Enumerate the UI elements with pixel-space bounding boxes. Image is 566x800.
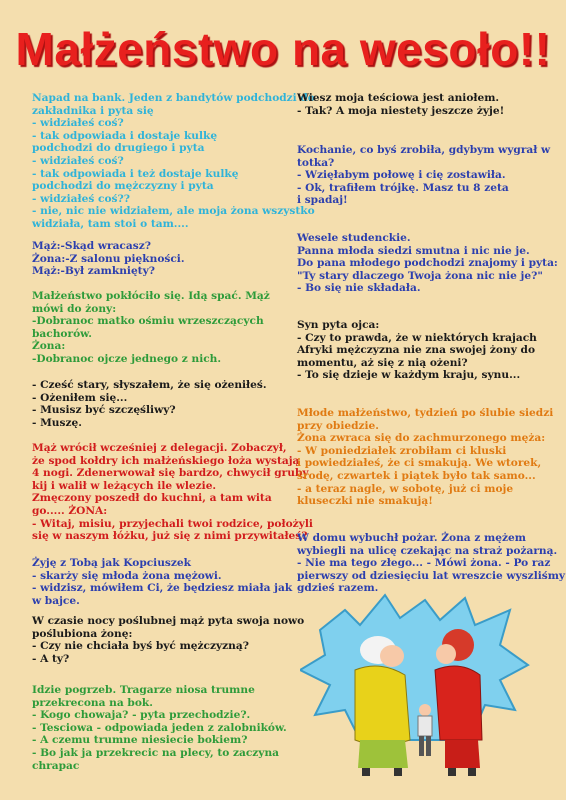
joke-line: -Dobranoc ojcze jednego z nich. — [32, 352, 222, 365]
joke-line: - A ty? — [32, 652, 70, 665]
joke-line: podchodzi do mężczyzny i pyta — [32, 180, 214, 193]
joke-line: - a teraz nagle, w sobotę, już ci moje — [297, 482, 514, 495]
joke-line: W domu wybuchł pożar. Żona z mężem — [297, 532, 526, 544]
joke-line: - Kogo chowaja? - pyta przechodzie?. — [32, 709, 251, 722]
small-man — [418, 704, 432, 756]
joke-line: Syn pyta ojca: — [297, 319, 380, 331]
joke-line: Młode małżeństwo, tydzień po ślubie siedzi — [297, 407, 554, 419]
joke-line: pierwszy od dziesięciu lat wreszcie wyszliśmy — [297, 569, 566, 582]
joke-line: - Tesciowa - odpowiada jeden z zalobników. — [32, 721, 287, 734]
left-joke-7 — [32, 615, 305, 665]
joke-line: w bajce. — [32, 594, 80, 607]
right-joke-5 — [297, 407, 566, 508]
joke-line: bachorów. — [32, 327, 92, 340]
joke-line: - Cześć stary, słyszałem, że się ożeniłeś. — [32, 379, 267, 391]
joke-line: - Muszę. — [32, 416, 82, 429]
left-joke-6 — [32, 557, 302, 607]
joke-line: Do pana młodego podchodzi znajomy i pyta: — [297, 257, 558, 270]
joke-line: i powiedziałeś, że ci smakują. We wtorek, — [297, 457, 542, 470]
joke-line: Napad na bank. Jeden z bandytów podchodzi do — [32, 92, 315, 104]
anger-burst — [300, 595, 528, 740]
joke-line: - Tak? A moja niestety jeszcze żyje! — [297, 104, 505, 117]
joke-line: - Wzięłabym połowę i cię zostawiła. — [297, 169, 506, 182]
joke-line: Wesele studenckie. — [297, 232, 411, 244]
joke-line: - nie, nic nie widziałem, ale moja żona wszystko — [32, 205, 315, 218]
right-joke-4 — [297, 319, 566, 382]
right-joke-1 — [297, 92, 566, 117]
joke-line: - Nie ma tego złego... - Mówi żona. - Po raz — [297, 557, 551, 570]
left-joke-1 — [32, 92, 315, 231]
left-joke-4 — [32, 379, 302, 429]
joke-line: Mąż wrócił wcześniej z delegacji. Zobaczył, — [32, 442, 287, 454]
right-joke-3 — [297, 232, 566, 295]
page-title: Małżeństwo na wesoło!! — [15, 23, 551, 75]
joke-line: -Dobranoc matko ośmiu wrzeszczących — [32, 315, 264, 328]
joke-line: Żona zwraca się do zachmurzonego męża: — [297, 432, 546, 445]
joke-line: Małżeństwo pokłóciło się. Idą spać. Mąż — [32, 290, 270, 302]
joke-line: - A czemu trumne niesiecie bokiem? — [32, 734, 248, 747]
joke-line: momentu, aż się z nią ożeni? — [297, 356, 468, 369]
joke-line: - widziałeś coś?? — [32, 192, 130, 205]
joke-line: mówi do żony: — [32, 302, 117, 315]
joke-line: gdzieś razem. — [297, 582, 379, 595]
joke-line: - widzisz, mówiłem Ci, że będziesz miała jak — [32, 582, 293, 595]
joke-line: - Czy to prawda, że w niektórych krajach — [297, 331, 537, 344]
cartoon-illustration — [300, 590, 530, 780]
joke-line: totka? — [297, 156, 335, 169]
woman-left — [355, 636, 410, 776]
right-joke-6 — [297, 532, 566, 595]
left-joke-2 — [32, 240, 302, 278]
joke-line: - tak odpowiada i też dostaje kulkę — [32, 167, 239, 180]
joke-line: go..... ŻONA: — [32, 504, 108, 517]
left-joke-3 — [32, 290, 302, 366]
joke-line: zakładnika i pyta się — [32, 104, 154, 117]
joke-line: że spod kołdry ich małżeńskiego łoża wystają — [32, 454, 300, 467]
joke-line: Żyję z Tobą jak Kopciuszek — [32, 557, 191, 569]
joke-line: Zmęczony poszedł do kuchni, a tam wita — [32, 492, 272, 505]
joke-line: kij i walił w leżących ile wlezie. — [32, 479, 217, 492]
joke-line: przy obiedzie. — [297, 419, 379, 432]
joke-line: - widziałeś coś? — [32, 117, 124, 130]
joke-line: 4 nogi. Zdenerwował się bardzo, chwycił gruby — [32, 467, 309, 480]
joke-line: Kochanie, co byś zrobiła, gdybym wygrał w — [297, 144, 551, 156]
joke-line: widziała, tam stoi o tam.... — [32, 217, 189, 230]
joke-line: - tak odpowiada i dostaje kulkę — [32, 129, 218, 142]
joke-line: przekrecona na bok. — [32, 696, 153, 709]
joke-line: Idzie pogrzeb. Tragarze niosa trumne — [32, 684, 255, 696]
joke-line: kluseczki nie smakują! — [297, 495, 433, 508]
joke-line: - Ożeniłem się... — [32, 391, 128, 404]
joke-line: Mąż:-Był zamknięty? — [32, 265, 155, 278]
joke-line: wybiegli na ulicę czekając na straż pożarną. — [297, 544, 558, 557]
joke-line: - Czy nie chciała byś być mężczyzną? — [32, 640, 249, 653]
joke-line: - To się dzieje w każdym kraju, synu... — [297, 369, 521, 382]
joke-line: - Bo się nie składała. — [297, 282, 421, 295]
joke-line: Panna młoda siedzi smutna i nic nie je. — [297, 244, 530, 257]
joke-line: - skarży się młoda żona mężowi. — [32, 569, 222, 582]
joke-line: - Ok, trafiłem trójkę. Masz tu 8 zeta — [297, 181, 509, 194]
joke-line: Wiesz moja teściowa jest aniołem. — [297, 92, 500, 104]
joke-line: "Ty stary dlaczego Twoja żona nic nie je?" — [297, 269, 543, 282]
joke-line: poślubiona żonę: — [32, 627, 133, 640]
joke-line: Afryki mężczyzna nie zna swojej żony do — [297, 344, 536, 357]
left-joke-5 — [32, 442, 313, 543]
joke-line: podchodzi do drugiego i pyta — [32, 142, 205, 155]
joke-line: chrapac — [32, 759, 80, 772]
joke-line: Żona:-Z salonu piękności. — [32, 252, 185, 265]
left-joke-8 — [32, 684, 302, 772]
joke-line: - Musisz być szczęśliwy? — [32, 404, 176, 417]
joke-line: - widziałeś coś? — [32, 154, 124, 167]
joke-line: W czasie nocy poślubnej mąż pyta swoja nowo — [32, 615, 305, 627]
joke-line: - Bo jak ja przekrecic na plecy, to zaczyna — [32, 746, 280, 759]
joke-line: i spadaj! — [297, 194, 348, 207]
joke-line: Mąż:-Skąd wracasz? — [32, 240, 151, 252]
joke-line: - Witaj, misiu, przyjechali twoi rodzice, położyli — [32, 517, 313, 530]
right-joke-2 — [297, 144, 566, 207]
joke-line: - W poniedziałek zrobiłam ci kluski — [297, 444, 507, 457]
joke-line: Żona: — [32, 340, 66, 353]
joke-line: środę, czwartek i piątek było tak samo... — [297, 469, 536, 482]
joke-line: się w naszym łóżku, już się z nimi przywitałeś? — [32, 530, 308, 543]
